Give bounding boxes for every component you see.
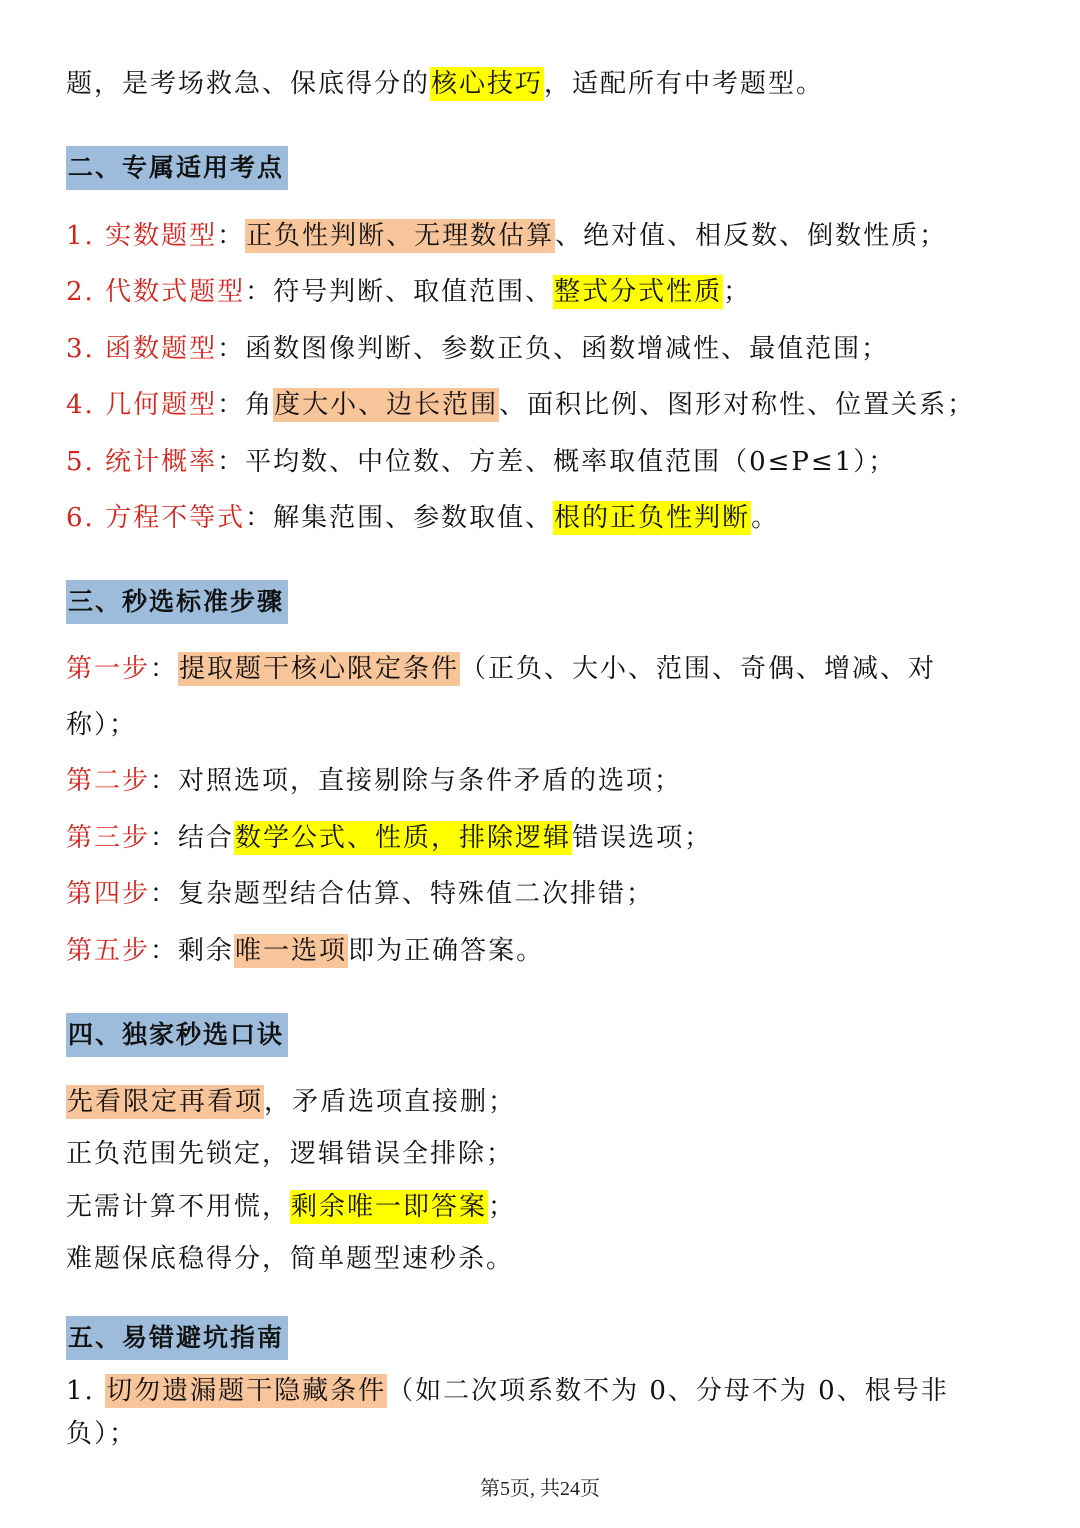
- step-item: [66, 929, 544, 973]
- step-text-end: 即为正确答案。: [348, 936, 545, 966]
- topic-text-end: 、面积比例、图形对称性、位置关系；: [499, 390, 976, 420]
- step-colon: ：: [150, 936, 179, 966]
- topic-label: 2. 代数式题型: [66, 277, 246, 307]
- pitfall-number: 1.: [66, 1376, 106, 1406]
- step-highlight: 唯一选项: [235, 936, 348, 966]
- rhyme-text: 无需计算不用慌，: [66, 1192, 291, 1222]
- topic-text: 符号判断、取值范围、: [273, 277, 554, 307]
- step-label: 第二步: [66, 766, 151, 796]
- topic-item: [66, 496, 779, 540]
- topic-highlight: 度大小、边长范围: [274, 390, 499, 420]
- step-text: 结合: [178, 823, 235, 853]
- section-heading-pitfalls: 五、易错避坑指南: [66, 1316, 288, 1360]
- topic-text: 解集范围、参数取值、: [273, 503, 554, 533]
- topic-label: 1. 实数题型: [66, 221, 218, 251]
- pitfall-item-continuation: 负）；: [66, 1419, 138, 1449]
- rhyme-text-end: ；: [488, 1192, 517, 1222]
- topic-text: 、绝对值、相反数、倒数性质；: [555, 221, 948, 251]
- step-label: 第四步: [66, 879, 151, 909]
- topic-highlight: 根的正负性判断: [554, 503, 751, 533]
- intro-highlight: 核心技巧: [431, 69, 544, 99]
- topic-text-end: ；: [723, 277, 752, 307]
- section-heading-standard-steps: 三、秒选标准步骤: [66, 580, 288, 624]
- section-heading-rhyme: 四、独家秒选口诀: [66, 1013, 288, 1057]
- step-item: [66, 647, 936, 691]
- step-label: 第三步: [66, 823, 151, 853]
- topic-colon: ：: [217, 334, 246, 364]
- step-item-continuation: 称）；: [66, 710, 138, 740]
- topic-item: [66, 270, 751, 314]
- step-colon: ：: [150, 766, 179, 796]
- rhyme-text: ，矛盾选项直接删；: [264, 1087, 517, 1117]
- intro-line: [66, 62, 824, 106]
- topic-item: [66, 440, 896, 484]
- topic-colon: ：: [245, 503, 274, 533]
- topic-text: 函数图像判断、参数正负、函数增减性、最值范围；: [245, 334, 890, 364]
- step-colon: ：: [150, 654, 179, 684]
- topic-colon: ：: [217, 390, 246, 420]
- rhyme-line: [66, 1185, 516, 1229]
- rhyme-line: 难题保底稳得分，简单题型速秒杀。: [66, 1244, 515, 1274]
- topic-label: 5. 统计概率: [66, 447, 218, 477]
- topic-item: [66, 327, 889, 371]
- pitfall-highlight: 切勿遗漏题干隐藏条件: [106, 1376, 387, 1406]
- pitfall-item: [66, 1369, 949, 1413]
- step-text: 复杂题型结合估算、特殊值二次排错；: [178, 879, 655, 909]
- step-item: [66, 759, 682, 803]
- topic-colon: ：: [217, 447, 246, 477]
- page-footer: 第5页, 共24页: [480, 1478, 600, 1500]
- topic-text: 角: [245, 390, 274, 420]
- topic-label: 4. 几何题型: [66, 390, 218, 420]
- topic-text: 平均数、中位数、方差、概率取值范围（0≤P≤1）；: [245, 447, 897, 477]
- step-text-end: 错误选项；: [572, 823, 713, 853]
- step-colon: ：: [150, 879, 179, 909]
- step-highlight: 提取题干核心限定条件: [179, 654, 460, 684]
- topic-item: [66, 214, 947, 258]
- pitfall-text: （如二次项系数不为 0、分母不为 0、根号非: [387, 1376, 949, 1406]
- step-item: [66, 872, 654, 916]
- intro-text-end: ，适配所有中考题型。: [544, 69, 825, 99]
- topic-colon: ：: [217, 221, 246, 251]
- rhyme-highlight: 先看限定再看项: [67, 1087, 264, 1117]
- step-item: [66, 816, 712, 860]
- topic-colon: ：: [245, 277, 274, 307]
- topic-highlight: 整式分式性质: [554, 277, 723, 307]
- step-label: 第五步: [66, 936, 151, 966]
- topic-label: 3. 函数题型: [66, 334, 218, 364]
- intro-text: 题，是考场救急、保底得分的: [66, 69, 431, 99]
- section-heading-applicable-topics: 二、专属适用考点: [66, 146, 288, 190]
- topic-highlight: 正负性判断、无理数估算: [246, 221, 555, 251]
- rhyme-line: [66, 1080, 516, 1124]
- rhyme-highlight: 剩余唯一即答案: [291, 1192, 488, 1222]
- topic-text-end: 。: [751, 503, 780, 533]
- topic-label: 6. 方程不等式: [66, 503, 246, 533]
- step-label: 第一步: [66, 654, 151, 684]
- step-colon: ：: [150, 823, 179, 853]
- topic-item: [66, 383, 975, 427]
- step-text: （正负、大小、范围、奇偶、增减、对: [460, 654, 937, 684]
- rhyme-line: 正负范围先锁定，逻辑错误全排除；: [66, 1139, 515, 1169]
- step-text: 剩余: [178, 936, 235, 966]
- step-text: 对照选项，直接剔除与条件矛盾的选项；: [178, 766, 683, 796]
- step-highlight: 数学公式、性质，排除逻辑: [235, 823, 572, 853]
